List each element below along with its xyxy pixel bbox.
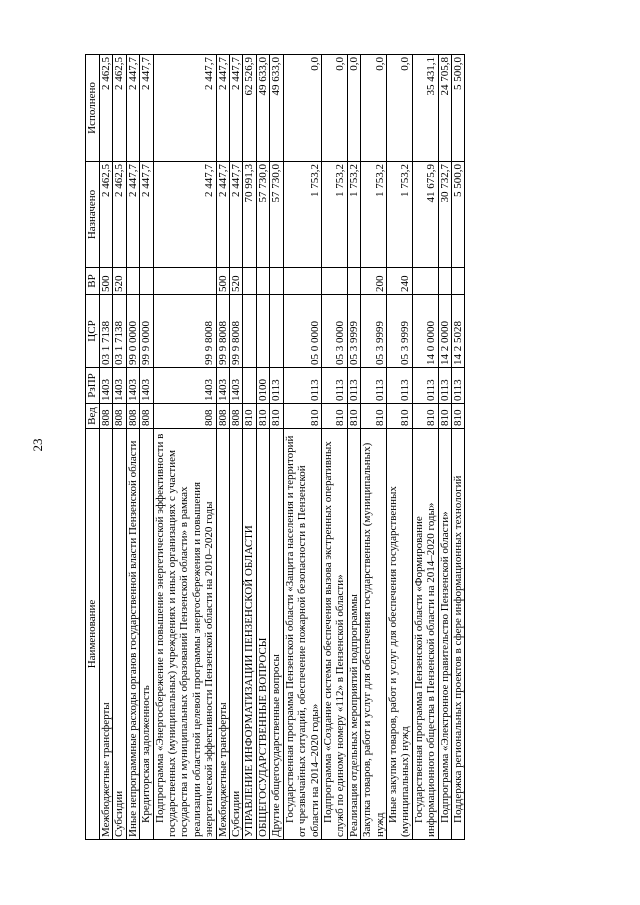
table-row xyxy=(386,55,412,840)
cell-assigned: 1 753,2 xyxy=(347,162,360,268)
cell-csr xyxy=(270,295,283,368)
cell-rzpr: 0113 xyxy=(283,368,321,404)
cell-vr xyxy=(321,268,347,295)
cell-ved: 810 xyxy=(386,404,412,429)
cell-executed: 49 633,0 xyxy=(270,55,283,162)
cell-vr xyxy=(256,268,269,295)
cell-vr: 500 xyxy=(216,268,229,295)
cell-csr: 99 9 0000 xyxy=(140,295,153,368)
cell-rzpr xyxy=(243,368,256,404)
cell-csr: 05 3 9999 xyxy=(347,295,360,368)
cell-rzpr: 1403 xyxy=(230,368,243,404)
cell-csr xyxy=(256,295,269,368)
cell-csr: 99 0 0000 xyxy=(126,295,139,368)
cell-rzpr: 1403 xyxy=(216,368,229,404)
cell-vr xyxy=(283,268,321,295)
cell-executed: 2 447,7 xyxy=(126,55,139,162)
cell-ved: 808 xyxy=(140,404,153,429)
cell-ved: 808 xyxy=(216,404,229,429)
cell-rzpr: 1403 xyxy=(153,368,216,404)
cell-executed: 35 431,1 xyxy=(412,55,438,162)
header-ved: Вед xyxy=(86,404,100,429)
cell-ved: 810 xyxy=(256,404,269,429)
cell-ved: 810 xyxy=(438,404,451,429)
cell-assigned: 2 447,7 xyxy=(153,162,216,268)
cell-assigned: 5 500,0 xyxy=(451,162,464,268)
cell-ved: 808 xyxy=(126,404,139,429)
cell-executed: 2 462,5 xyxy=(113,55,126,162)
cell-csr xyxy=(243,295,256,368)
cell-assigned: 30 732,7 xyxy=(438,162,451,268)
table-row xyxy=(438,55,451,840)
cell-name: Субсидии xyxy=(230,429,243,840)
table-row xyxy=(451,55,464,840)
cell-vr xyxy=(243,268,256,295)
cell-executed: 24 705,8 xyxy=(438,55,451,162)
cell-ved: 810 xyxy=(321,404,347,429)
cell-assigned: 41 675,9 xyxy=(412,162,438,268)
table-row xyxy=(100,55,113,840)
cell-assigned: 1 753,2 xyxy=(361,162,387,268)
budget-table xyxy=(85,54,465,840)
cell-name: Реализация отдельных мероприятий подпрограммы xyxy=(347,429,360,840)
cell-csr: 05 3 0000 xyxy=(321,295,347,368)
cell-rzpr: 1403 xyxy=(140,368,153,404)
cell-vr: 520 xyxy=(230,268,243,295)
table-row xyxy=(321,55,347,840)
cell-executed: 0,0 xyxy=(283,55,321,162)
cell-vr: 500 xyxy=(100,268,113,295)
cell-assigned: 2 462,5 xyxy=(113,162,126,268)
table-row xyxy=(153,55,216,840)
cell-executed: 2 447,7 xyxy=(153,55,216,162)
cell-name: Поддержка региональных проектов в сфере информационных технологий xyxy=(451,429,464,840)
table-row xyxy=(283,55,321,840)
cell-rzpr: 0113 xyxy=(438,368,451,404)
table-row xyxy=(140,55,153,840)
cell-vr xyxy=(451,268,464,295)
cell-csr: 03 1 7138 xyxy=(100,295,113,368)
cell-executed: 0,0 xyxy=(347,55,360,162)
header-rzpr: РзПР xyxy=(86,368,100,404)
cell-executed: 2 447,7 xyxy=(216,55,229,162)
cell-csr: 14 2 5028 xyxy=(451,295,464,368)
cell-ved: 810 xyxy=(451,404,464,429)
cell-rzpr: 0113 xyxy=(386,368,412,404)
cell-name: Межбюджетные трансферты xyxy=(100,429,113,840)
cell-name: Подпрограмма «Энергосбережение и повышение энергетической эффективности в государственных (муниципальных) учреждениях и иных организациях с участием государства и муниципальных образований Пензенской области» в рамках реализации областной целевой программы энергосбережения и повышения энергетической эффективности Пензенской области на 2010–2020 годы xyxy=(153,429,216,840)
table-row xyxy=(361,55,387,840)
cell-csr: 03 1 7138 xyxy=(113,295,126,368)
cell-name: УПРАВЛЕНИЕ ИНФОРМАТИЗАЦИИ ПЕНЗЕНСКОЙ ОБЛАСТИ xyxy=(243,429,256,840)
cell-name: Иные закупки товаров, работ и услуг для обеспечения государственных (муниципальных) нужд xyxy=(386,429,412,840)
table-row xyxy=(113,55,126,840)
table-row xyxy=(126,55,139,840)
cell-rzpr: 1403 xyxy=(113,368,126,404)
cell-executed: 5 500,0 xyxy=(451,55,464,162)
cell-vr xyxy=(347,268,360,295)
cell-name: ОБЩЕГОСУДАРСТВЕННЫЕ ВОПРОСЫ xyxy=(256,429,269,840)
cell-rzpr: 0113 xyxy=(451,368,464,404)
cell-rzpr: 0113 xyxy=(412,368,438,404)
table-row xyxy=(243,55,256,840)
cell-rzpr: 1403 xyxy=(126,368,139,404)
cell-assigned: 1 753,2 xyxy=(321,162,347,268)
cell-assigned: 57 730,0 xyxy=(256,162,269,268)
cell-name: Межбюджетные трансферты xyxy=(216,429,229,840)
cell-name: Закупка товаров, работ и услуг для обеспечения государственных (муниципальных) нужд xyxy=(361,429,387,840)
cell-executed: 0,0 xyxy=(361,55,387,162)
cell-vr: 240 xyxy=(386,268,412,295)
cell-assigned: 2 447,7 xyxy=(216,162,229,268)
table-row xyxy=(347,55,360,840)
cell-ved: 810 xyxy=(283,404,321,429)
cell-assigned: 2 462,5 xyxy=(100,162,113,268)
table-row xyxy=(412,55,438,840)
cell-csr: 14 2 0000 xyxy=(438,295,451,368)
cell-rzpr: 0113 xyxy=(321,368,347,404)
cell-vr xyxy=(270,268,283,295)
cell-ved: 810 xyxy=(243,404,256,429)
cell-vr xyxy=(438,268,451,295)
cell-ved: 808 xyxy=(153,404,216,429)
cell-name: Подпрограмма «Создание системы обеспечения вызова экстренных оперативных служб по единому номеру «112» в Пензенской области» xyxy=(321,429,347,840)
cell-assigned: 70 991,3 xyxy=(243,162,256,268)
cell-executed: 2 462,5 xyxy=(100,55,113,162)
cell-assigned: 57 730,0 xyxy=(270,162,283,268)
cell-assigned: 1 753,2 xyxy=(386,162,412,268)
cell-ved: 810 xyxy=(361,404,387,429)
page-number: 23 xyxy=(30,438,45,452)
cell-name: Иные непрограммные расходы органов государственной власти Пензенской области xyxy=(126,429,139,840)
budget-table-container xyxy=(85,55,574,840)
cell-csr: 99 9 8008 xyxy=(230,295,243,368)
cell-executed: 62 526,9 xyxy=(243,55,256,162)
cell-executed: 2 447,7 xyxy=(230,55,243,162)
cell-name: Подпрограмма «Электронное правительство Пензенской области» xyxy=(438,429,451,840)
cell-rzpr: 0113 xyxy=(347,368,360,404)
cell-name: Государственная программа Пензенской области «Защита населения и территорий от чрезвычайных ситуаций, обеспечение пожарной безопасности в Пензенской области на 2014–2020 годы» xyxy=(283,429,321,840)
cell-ved: 810 xyxy=(270,404,283,429)
cell-rzpr: 0113 xyxy=(270,368,283,404)
cell-csr: 05 3 9999 xyxy=(386,295,412,368)
cell-assigned: 2 447,7 xyxy=(140,162,153,268)
cell-rzpr: 1403 xyxy=(100,368,113,404)
cell-rzpr: 0100 xyxy=(256,368,269,404)
cell-csr: 99 9 8008 xyxy=(153,295,216,368)
cell-assigned: 2 447,7 xyxy=(230,162,243,268)
table-row xyxy=(270,55,283,840)
cell-name: Другие общегосударственные вопросы xyxy=(270,429,283,840)
cell-executed: 2 447,7 xyxy=(140,55,153,162)
cell-name: Кредиторская задолженность xyxy=(140,429,153,840)
cell-ved: 810 xyxy=(347,404,360,429)
cell-ved: 808 xyxy=(100,404,113,429)
cell-vr xyxy=(153,268,216,295)
cell-assigned: 1 753,2 xyxy=(283,162,321,268)
cell-vr xyxy=(412,268,438,295)
header-assigned: Назначено xyxy=(86,162,100,268)
cell-vr xyxy=(140,268,153,295)
cell-vr: 520 xyxy=(113,268,126,295)
cell-executed: 0,0 xyxy=(386,55,412,162)
cell-assigned: 2 447,7 xyxy=(126,162,139,268)
cell-executed: 49 633,0 xyxy=(256,55,269,162)
header-csr: ЦСР xyxy=(86,295,100,368)
cell-vr: 200 xyxy=(361,268,387,295)
header-vr: ВР xyxy=(86,268,100,295)
cell-vr xyxy=(126,268,139,295)
header-executed: Исполнено xyxy=(86,55,100,162)
cell-ved: 810 xyxy=(412,404,438,429)
cell-csr: 05 0 0000 xyxy=(283,295,321,368)
cell-name: Субсидии xyxy=(113,429,126,840)
cell-executed: 0,0 xyxy=(321,55,347,162)
table-row xyxy=(216,55,229,840)
cell-name: Государственная программа Пензенской области «Формирование информационного общества в Пензенской области на 2014–2020 годы» xyxy=(412,429,438,840)
cell-ved: 808 xyxy=(113,404,126,429)
table-row xyxy=(256,55,269,840)
cell-ved: 808 xyxy=(230,404,243,429)
table-row xyxy=(230,55,243,840)
table-header-row xyxy=(86,55,100,840)
cell-csr: 05 3 9999 xyxy=(361,295,387,368)
cell-csr: 99 9 8008 xyxy=(216,295,229,368)
cell-rzpr: 0113 xyxy=(361,368,387,404)
cell-csr: 14 0 0000 xyxy=(412,295,438,368)
header-name: Наименование xyxy=(86,429,100,840)
